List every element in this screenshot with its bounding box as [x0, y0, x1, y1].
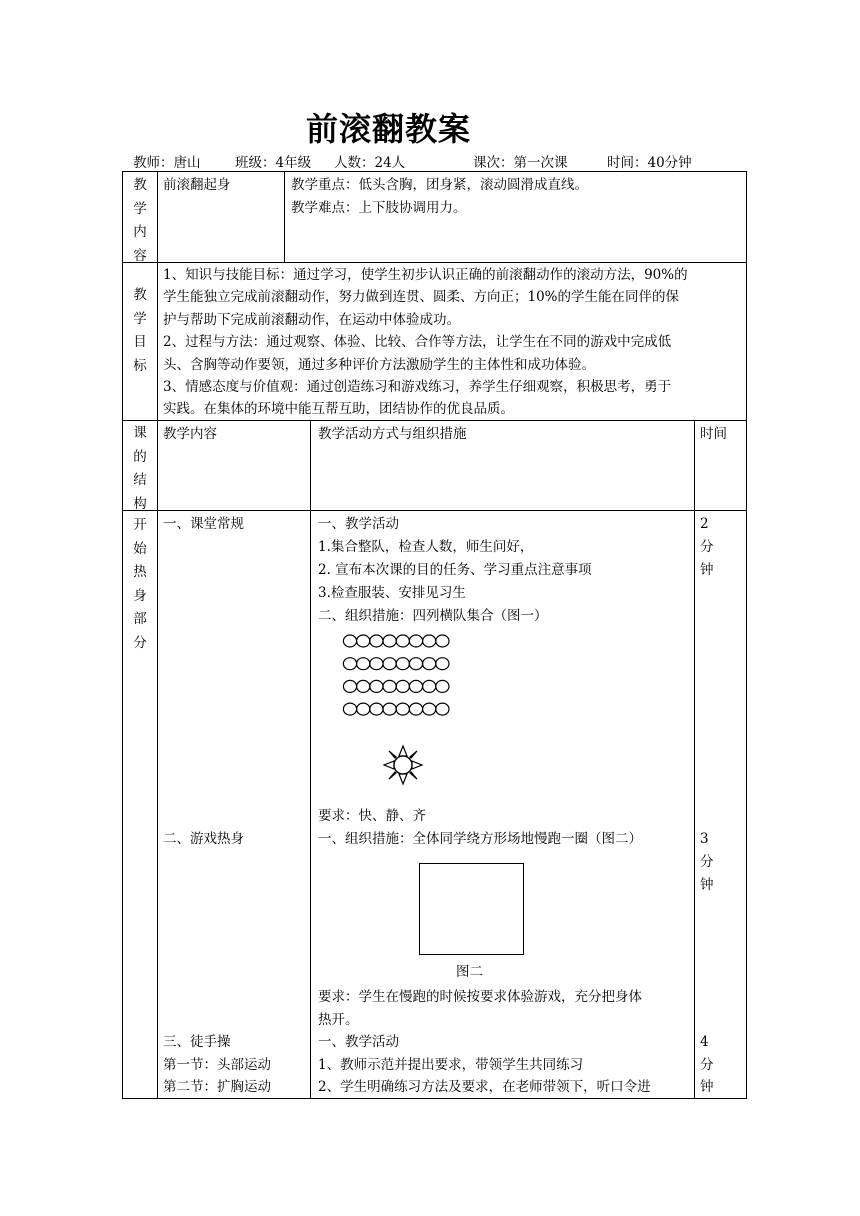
student-marker — [357, 680, 370, 692]
student-marker — [423, 703, 436, 715]
student-marker — [357, 703, 370, 715]
student-marker — [357, 635, 370, 647]
part3-content: 三、徒手操 第一节：头部运动 第二节：扩胸运动 — [163, 1034, 271, 1095]
part3-time: 4 分 钟 — [700, 1034, 714, 1095]
objective-line: 头、含胸等动作要领，通过多种评价方法激励学生的主体性和成功体验。 — [163, 356, 595, 373]
key-point: 教学重点：低头含胸，团身紧，滚动圆滑成直线。 — [291, 177, 588, 193]
student-marker — [343, 703, 356, 715]
student-marker — [370, 658, 383, 670]
part1-requirement: 要求：快、静、齐 — [318, 808, 426, 824]
lesson-topic: 前滚翻起身 — [163, 177, 231, 193]
part3-activity: 一、教学活动 1、教师示范并提出要求，带领学生共同练习 2、学生明确练习方法及要求，在老师带领下，听口令进 — [318, 1034, 651, 1095]
section-label-structure: 课 的 结 构 — [133, 425, 147, 512]
student-marker — [370, 703, 383, 715]
section-label-warmup: 开 始 热 身 部 分 — [133, 517, 147, 651]
student-marker — [409, 680, 422, 692]
column-header-time: 时间 — [700, 426, 727, 442]
part1-content: 一、课堂常规 — [163, 516, 244, 532]
student-marker — [436, 635, 449, 647]
objective-line: 实践。在集体的环境中能互帮互助，团结协作的优良品质。 — [163, 401, 514, 418]
student-marker — [396, 658, 409, 670]
student-marker — [370, 635, 383, 647]
student-marker — [409, 635, 422, 647]
part1-activity: 一、教学活动 1.集合整队，检查人数，师生问好， 2. 宣布本次课的目的任务、学习重点注意事项 3.检查服装、安排见习生 二、组织措施：四列横队集合（图一） — [318, 516, 592, 624]
page-title: 前滚翻教案 — [306, 110, 472, 148]
count-info: 人数：24人 — [334, 155, 406, 171]
student-marker — [396, 680, 409, 692]
figure-caption: 图二 — [456, 964, 483, 980]
student-marker — [370, 680, 383, 692]
part2-activity: 一、组织措施：全体同学绕方形场地慢跑一圈（图二） — [318, 831, 642, 847]
student-marker — [436, 703, 449, 715]
student-marker — [383, 680, 396, 692]
objective-line: 护与帮助下完成前滚翻动作，在运动中体验成功。 — [163, 311, 460, 328]
section-label-objectives: 教 学 目 标 — [133, 287, 147, 374]
square-field-diagram — [419, 863, 524, 955]
student-marker — [423, 635, 436, 647]
duration-info: 时间：40分钟 — [607, 155, 692, 171]
teacher-info: 教师：唐山 — [133, 155, 201, 171]
objective-line: 学生能独立完成前滚翻动作，努力做到连贯、圆柔、方向正；10%的学生能在同伴的保 — [163, 289, 680, 306]
student-marker — [343, 635, 356, 647]
formation-diagram — [340, 632, 460, 722]
column-header-activity: 教学活动方式与组织措施 — [318, 426, 467, 442]
student-marker — [383, 658, 396, 670]
lesson-number-info: 课次：第一次课 — [473, 155, 568, 171]
difficulty: 教学难点：上下肢协调用力。 — [291, 200, 467, 216]
student-marker — [383, 635, 396, 647]
teacher-sun-icon — [382, 744, 424, 786]
objective-line: 2、过程与方法：通过观察、体验、比较、合作等方法，让学生在不同的游戏中完成低 — [163, 334, 672, 351]
student-marker — [436, 680, 449, 692]
part2-time: 3 分 钟 — [700, 831, 714, 893]
student-marker — [409, 658, 422, 670]
student-marker — [436, 658, 449, 670]
part1-time: 2 分 钟 — [700, 516, 714, 578]
student-marker — [409, 703, 422, 715]
section-label-content: 教 学 内 容 — [133, 177, 147, 264]
column-header-content: 教学内容 — [163, 426, 217, 442]
student-marker — [423, 680, 436, 692]
student-marker — [396, 635, 409, 647]
class-info: 班级：4年级 — [235, 155, 312, 171]
part2-content: 二、游戏热身 — [163, 831, 244, 847]
student-marker — [396, 703, 409, 715]
student-marker — [383, 703, 396, 715]
student-marker — [357, 658, 370, 670]
student-marker — [343, 658, 356, 670]
student-marker — [343, 680, 356, 692]
objective-line: 3、情感态度与价值观：通过创造练习和游戏练习，养学生仔细观察，积极思考，勇于 — [163, 379, 672, 396]
part2-requirement: 要求：学生在慢跑的时候按要求体验游戏，充分把身体 热开。 — [318, 989, 642, 1028]
objectives-text — [163, 264, 688, 421]
student-marker — [423, 658, 436, 670]
objective-line: 1、知识与技能目标：通过学习，使学生初步认识正确的前滚翻动作的滚动方法，90%的 — [163, 267, 688, 283]
